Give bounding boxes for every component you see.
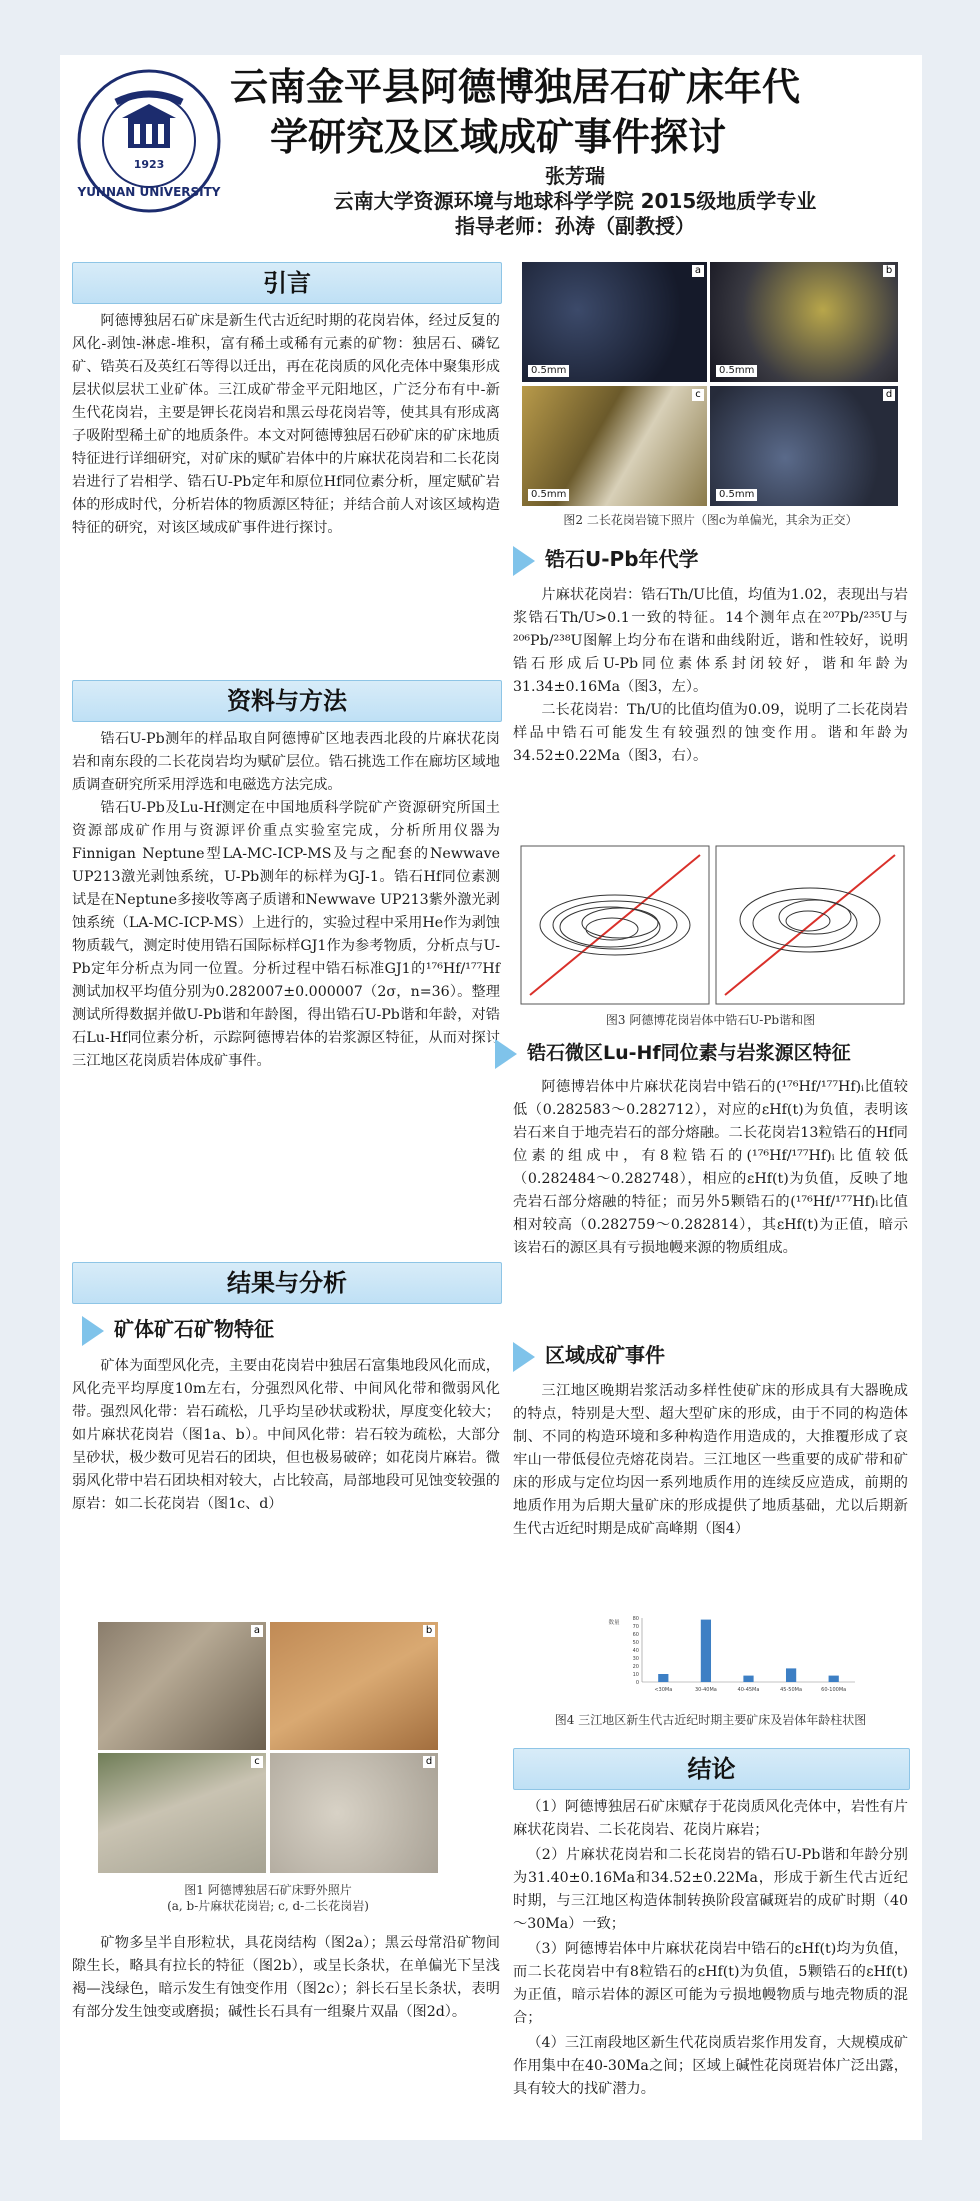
- figure-2-caption: 图2 二长花岗岩镜下照片（图c为单偏光，其余为正交）: [563, 513, 858, 527]
- figure-1-caption: [98, 1882, 438, 1914]
- conclusion-list: [513, 1796, 908, 2103]
- conclusion-item: （4）三江南段地区新生代花岗质岩浆作用发育，大规模成矿作用集中在40-30Ma之间；区域上碱性花岗斑岩体广泛出露，具有较大的找矿潜力。: [513, 2035, 908, 2097]
- results-text-1: [72, 1355, 500, 1516]
- arrow-icon: [513, 1342, 535, 1372]
- y-tick-label: 0: [635, 1680, 639, 1686]
- figure-1-title: 图1 阿德博独居石矿床野外照片: [184, 1883, 352, 1897]
- y-tick-label: 30: [632, 1656, 639, 1662]
- subheading-text: 锆石U-Pb年代学: [545, 547, 699, 571]
- university-logo: [76, 68, 222, 214]
- micrograph-label-c: c: [692, 389, 704, 401]
- intro-text: [72, 310, 500, 540]
- region-paragraph: 三江地区晚期岩浆活动多样性使矿床的形成具有大器晚成的特点，特别是大型、超大型矿床的形成，由于不同的构造体制、不同的构造环境和多种构造作用造成的，大推覆形成了哀牢山一带低侵位壳熔花岗岩。三江地区一些重要的成矿带和矿床的形成与定位均因一系列地质作用的连续反应造成，前期的地质作用为后期大量矿床的形成提供了地质基础，尤以后期新生代古近纪时期是成矿高峰期（图4）: [513, 1383, 908, 1537]
- arrow-icon: [513, 546, 535, 576]
- subheading-regional-mineralization: [513, 1338, 908, 1372]
- section-heading-results: 结果与分析: [72, 1262, 502, 1304]
- bar-30-40Ma: [701, 1620, 711, 1682]
- title-line-1: 云南金平县阿德博独居石矿床年代: [230, 65, 801, 109]
- field-photo-a: [98, 1622, 266, 1750]
- results-paragraph-1: 矿体为面型风化壳，主要由花岗岩中独居石富集地段风化而成，风化壳平均厚度10m左右，分强烈风化带、中间风化带和微弱风化带。强烈风化带：岩石疏松，几乎均呈砂状或粉状，厚度变化较大；如片麻状花岗岩（图1a、b）。中间风化带：岩石较为疏松，大部分呈砂状，极少数可见岩石的团块，但也极易破碎；如花岗片麻岩。微弱风化带中岩石团块相对较大，占比较高，局部地段可见蚀变较强的原岩：如二长花岗岩（图1c、d）: [72, 1358, 500, 1512]
- photo-label-a: a: [251, 1625, 263, 1637]
- section-heading-methods: 资料与方法: [72, 680, 502, 722]
- subheading-zircon-upb: [513, 542, 908, 576]
- figure-4-caption: 图4 三江地区新生代古近纪时期主要矿床及岩体年龄柱状图: [554, 1713, 867, 1727]
- methods-text: [72, 728, 500, 1073]
- zircon-text: [513, 584, 908, 768]
- conclusion-item: （1）阿德博独居石矿床赋存于花岗质风化壳体中，岩性有片麻状花岗岩、二长花岗岩、花岗片麻岩；: [513, 1799, 908, 1838]
- figure-1-subtitle: (a, b-片麻状花岗岩; c, d-二长花岗岩): [167, 1899, 369, 1913]
- photo-label-d: d: [423, 1756, 435, 1768]
- y-tick-label: 50: [632, 1640, 639, 1646]
- x-tick-label: 40-45Ma: [737, 1687, 760, 1693]
- y-tick-label: 10: [632, 1672, 639, 1678]
- bar-60-100Ma: [829, 1676, 839, 1682]
- title-line-2: 学研究及区域成矿事件探讨: [270, 115, 727, 159]
- affiliation: 云南大学资源环境与地球科学学院 2015级地质学专业: [333, 189, 817, 213]
- author-name: 张芳瑞: [545, 164, 605, 188]
- y-tick-label: 80: [632, 1616, 639, 1622]
- field-photo-b: [270, 1622, 438, 1750]
- field-photo-c: [98, 1753, 266, 1873]
- conclusion-item: （3）阿德博岩体中片麻状花岗岩中锆石的εHf(t)均为负值，而二长花岗岩中有8粒锆石的εHf(t)为负值，5颗锆石的εHf(t)为正值，暗示岩体的源区可能为亏损地幔物质与地壳物质的混合；: [513, 1941, 908, 2026]
- photo-label-b: b: [423, 1625, 435, 1637]
- micrograph-a: [522, 262, 707, 382]
- methods-paragraph-2: 锆石U-Pb及Lu-Hf测定在中国地质科学院矿产资源研究所国土资源部成矿作用与资源评价重点实验室完成，分析所用仪器为Finnigan Neptune型LA-MC-ICP-MS及与之配套的Newwave UP213激光剥蚀系统，U-Pb测年的标样为GJ-1。锆石Hf同位素测试是在Neptune多接收等离子质谱和Newwave UP213紫外激光剥蚀系统（LA-MC-ICP-MS）上进行的，实验过程中采用He作为剥蚀物质载气，测定时使用锆石国际标样GJ1作为参考物质，分析点与U-Pb定年分析点为同一位置。分析过程中锆石标准GJ1的¹⁷⁶Hf/¹⁷⁷Hf测试加权平均值分别为0.282007±0.000007（2σ，n=36）。整理测试所得数据并做U-Pb谐和年龄图，得出锆石U-Pb谐和年龄，对锆石Lu-Hf同位素分析，示踪阿德博岩体的岩浆源区特征，从而对探讨三江地区花岗质岩体成矿事件。: [72, 800, 500, 1069]
- subheading-ore-minerals: [82, 1312, 492, 1346]
- arrow-icon: [82, 1316, 104, 1346]
- svg-text:YUNNAN UNIVERSITY: YUNNAN UNIVERSITY: [77, 185, 221, 199]
- scale-bar: 0.5mm: [716, 489, 757, 501]
- bar-45-50Ma: [786, 1668, 796, 1682]
- figure-4-bar-chart: [600, 1610, 865, 1705]
- micrograph-label-a: a: [692, 265, 704, 277]
- subheading-text: 锆石微区Lu-Hf同位素与岩浆源区特征: [527, 1042, 851, 1064]
- author-block: [230, 164, 920, 239]
- zircon-paragraph-1: 片麻状花岗岩：锆石Th/U比值，均值为1.02，表现出与岩浆锆石Th/U>0.1一致的特征。14个测年点在²⁰⁷Pb/²³⁵U与²⁰⁶Pb/²³⁸U图解上均分布在谐和曲线附近，谐和性较好，说明锆石形成后U-Pb同位素体系封闭较好，谐和年龄为31.34±0.16Ma（图3，左）。: [513, 587, 908, 695]
- scale-bar: 0.5mm: [528, 365, 569, 377]
- poster-title: [230, 62, 920, 162]
- intro-paragraph: 阿德博独居石矿床是新生代古近纪时期的花岗岩体，经过反复的风化-剥蚀-淋虑-堆积，富有稀土或稀有元素的矿物：独居石、磷钇矿、锆英石及英红石等得以迁出，再在花岗质的风化壳体中聚集形成层状似层状工业矿体。三江成矿带金平元阳地区，广泛分布有中-新生代花岗岩，主要是钾长花岗岩和黑云母花岗岩等，使其具有形成离子吸附型稀土矿的地质条件。本文对阿德博独居石砂矿床的矿床地质特征进行详细研究，对矿床的赋矿岩体中的片麻状花岗岩和二长花岗岩进行了岩相学、锆石U-Pb定年和原位Hf同位素分析，厘定赋矿岩体的形成时代，分析岩体的物质源区特征；并结合前人对该区域构造特征的研究，对该区域成矿事件进行探讨。: [72, 313, 500, 536]
- micrograph-d: [710, 386, 898, 506]
- hf-paragraph: 阿德博岩体中片麻状花岗岩中锆石的(¹⁷⁶Hf/¹⁷⁷Hf)ᵢ比值较低（0.282583～0.282712），对应的εHf(t)为负值，表明该岩石来自于地壳岩石的部分熔融。二长花岗岩13粒锆石的Hf同位素的组成中，有8粒锆石的(¹⁷⁶Hf/¹⁷⁷Hf)ᵢ比值较低（0.282484～0.282748），相应的εHf(t)为负值，反映了地壳岩石部分熔融的特征；而另外5颗锆石的(¹⁷⁶Hf/¹⁷⁷Hf)ᵢ比值相对较高（0.282759～0.282814），其εHf(t)为正值，暗示该岩石的源区具有亏损地幔来源的物质组成。: [513, 1079, 908, 1256]
- micrograph-b: [710, 262, 898, 382]
- svg-text:1923: 1923: [133, 158, 165, 171]
- figure-3-concordia-diagrams: [520, 845, 905, 1005]
- y-tick-label: 20: [632, 1664, 639, 1670]
- x-tick-label: 45-50Ma: [780, 1687, 803, 1693]
- arrow-icon: [495, 1039, 517, 1069]
- results-text-2: [72, 1932, 500, 2024]
- section-heading-conclusion: 结论: [513, 1748, 910, 1790]
- scale-bar: 0.5mm: [528, 489, 569, 501]
- micrograph-c: [522, 386, 707, 506]
- x-tick-label: 60-100Ma: [821, 1687, 847, 1693]
- y-tick-label: 60: [632, 1632, 639, 1638]
- y-axis-label: 数量: [608, 1620, 620, 1626]
- methods-paragraph-1: 锆石U-Pb测年的样品取自阿德博矿区地表西北段的片麻状花岗岩和南东段的二长花岗岩均为赋矿层位。锆石挑选工作在廊坊区域地质调查研究所采用浮选和电磁选方法完成。: [72, 731, 500, 793]
- scale-bar: 0.5mm: [716, 365, 757, 377]
- bar-<30Ma: [658, 1674, 668, 1682]
- subheading-lu-hf: [495, 1036, 920, 1070]
- photo-label-c: c: [251, 1756, 263, 1768]
- hf-text: [513, 1076, 908, 1260]
- subheading-text: 区域成矿事件: [545, 1343, 665, 1367]
- y-tick-label: 40: [632, 1648, 639, 1654]
- region-text: [513, 1380, 908, 1541]
- bar-40-45Ma: [743, 1676, 753, 1682]
- results-paragraph-2: 矿物多呈半自形粒状，具花岗结构（图2a）；黑云母常沿矿物间隙生长，略具有拉长的特征（图2b），或呈长条状，在单偏光下呈浅褐—浅绿色，暗示发生有蚀变作用（图2c）；斜长石呈长条状，表明有部分发生蚀变或磨损；碱性长石具有一组聚片双晶（图2d）。: [72, 1935, 500, 2020]
- subheading-text: 矿体矿石矿物特征: [114, 1317, 274, 1341]
- y-tick-label: 70: [632, 1624, 639, 1630]
- micrograph-label-b: b: [883, 265, 895, 277]
- field-photo-d: [270, 1753, 438, 1873]
- x-tick-label: 30-40Ma: [694, 1687, 717, 1693]
- micrograph-label-d: d: [883, 389, 895, 401]
- advisor: 指导老师：孙涛（副教授）: [455, 214, 695, 238]
- section-heading-intro: 引言: [72, 262, 502, 304]
- figure-3-caption: 图3 阿德博花岗岩体中锆石U-Pb谐和图: [605, 1013, 816, 1027]
- zircon-paragraph-2: 二长花岗岩：Th/U的比值均值为0.09，说明了二长花岗岩样品中锆石可能发生有较强烈的蚀变作用。谐和年龄为34.52±0.22Ma（图3，右）。: [513, 702, 908, 764]
- conclusion-item: （2）片麻状花岗岩和二长花岗岩的锆石U-Pb谐和年龄分别为31.40±0.16Ma和34.52±0.22Ma，形成于新生代古近纪时期，与三江地区构造体制转换阶段富碱斑岩的成矿时期（40～30Ma）一致；: [513, 1847, 908, 1932]
- x-tick-label: <30Ma: [654, 1687, 673, 1693]
